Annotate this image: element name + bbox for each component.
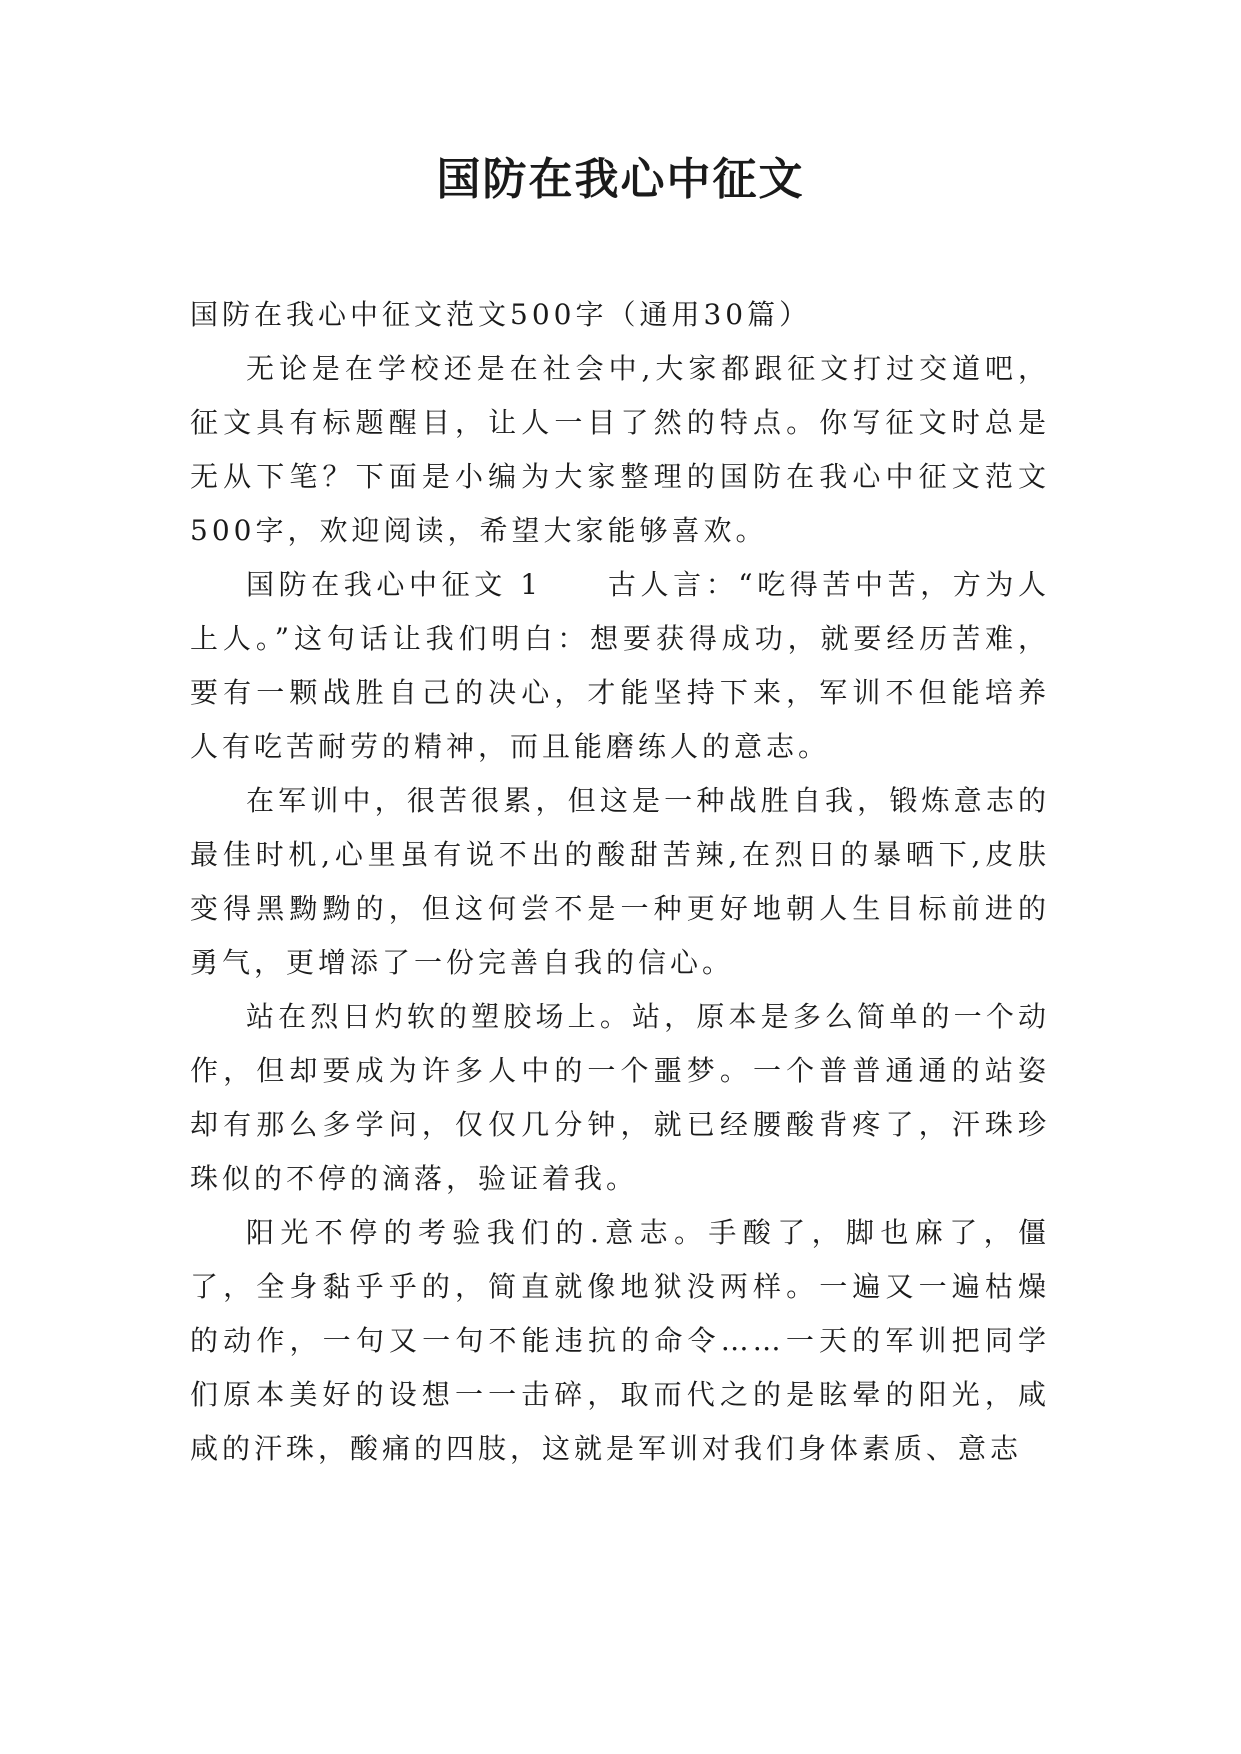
paragraph-essay-1-opening: 国防在我心中征文 1 古人言：“吃得苦中苦，方为人上人。”这句话让我们明白：想要获得成功，就要经历苦难，要有一颗战胜自己的决心，才能坚持下来，军训不但能培养人有吃苦耐劳的精神，而且能磨练人的意志。 bbox=[190, 568, 1050, 763]
paragraph-training-hardship: 在军训中，很苦很累，但这是一种战胜自我，锻炼意志的最佳时机,心里虽有说不出的酸甜苦辣,在烈日的暴晒下,皮肤变得黑黝黝的，但这何尝不是一种更好地朝人生目标前进的勇气，更增添了一份完善自我的信心。 bbox=[190, 784, 1050, 979]
paragraph-standing-drill: 站在烈日灼软的塑胶场上。站，原本是多么简单的一个动作，但却要成为许多人中的一个噩梦。一个普普通通的站姿却有那么多学问，仅仅几分钟，就已经腰酸背疼了，汗珠珍珠似的不停的滴落，验证着我。 bbox=[190, 1000, 1050, 1195]
document-subtitle: 国防在我心中征文范文500字（通用30篇） bbox=[190, 298, 812, 331]
document-body bbox=[190, 288, 1050, 1476]
document-title: 国防在我心中征文 bbox=[436, 154, 805, 205]
paragraph-intro: 无论是在学校还是在社会中,大家都跟征文打过交道吧，征文具有标题醒目，让人一目了然的特点。你写征文时总是无从下笔？下面是小编为大家整理的国防在我心中征文范文500字，欢迎阅读，希望大家能够喜欢。 bbox=[190, 352, 1050, 547]
paragraph-sunlight-test: 阳光不停的考验我们的.意志。手酸了，脚也麻了，僵了，全身黏乎乎的，简直就像地狱没两样。一遍又一遍枯燥的动作，一句又一句不能违抗的命令……一天的军训把同学们原本美好的设想一一击碎，取而代之的是眩晕的阳光，咸咸的汗珠，酸痛的四肢，这就是军训对我们身体素质、意志 bbox=[190, 1216, 1050, 1465]
